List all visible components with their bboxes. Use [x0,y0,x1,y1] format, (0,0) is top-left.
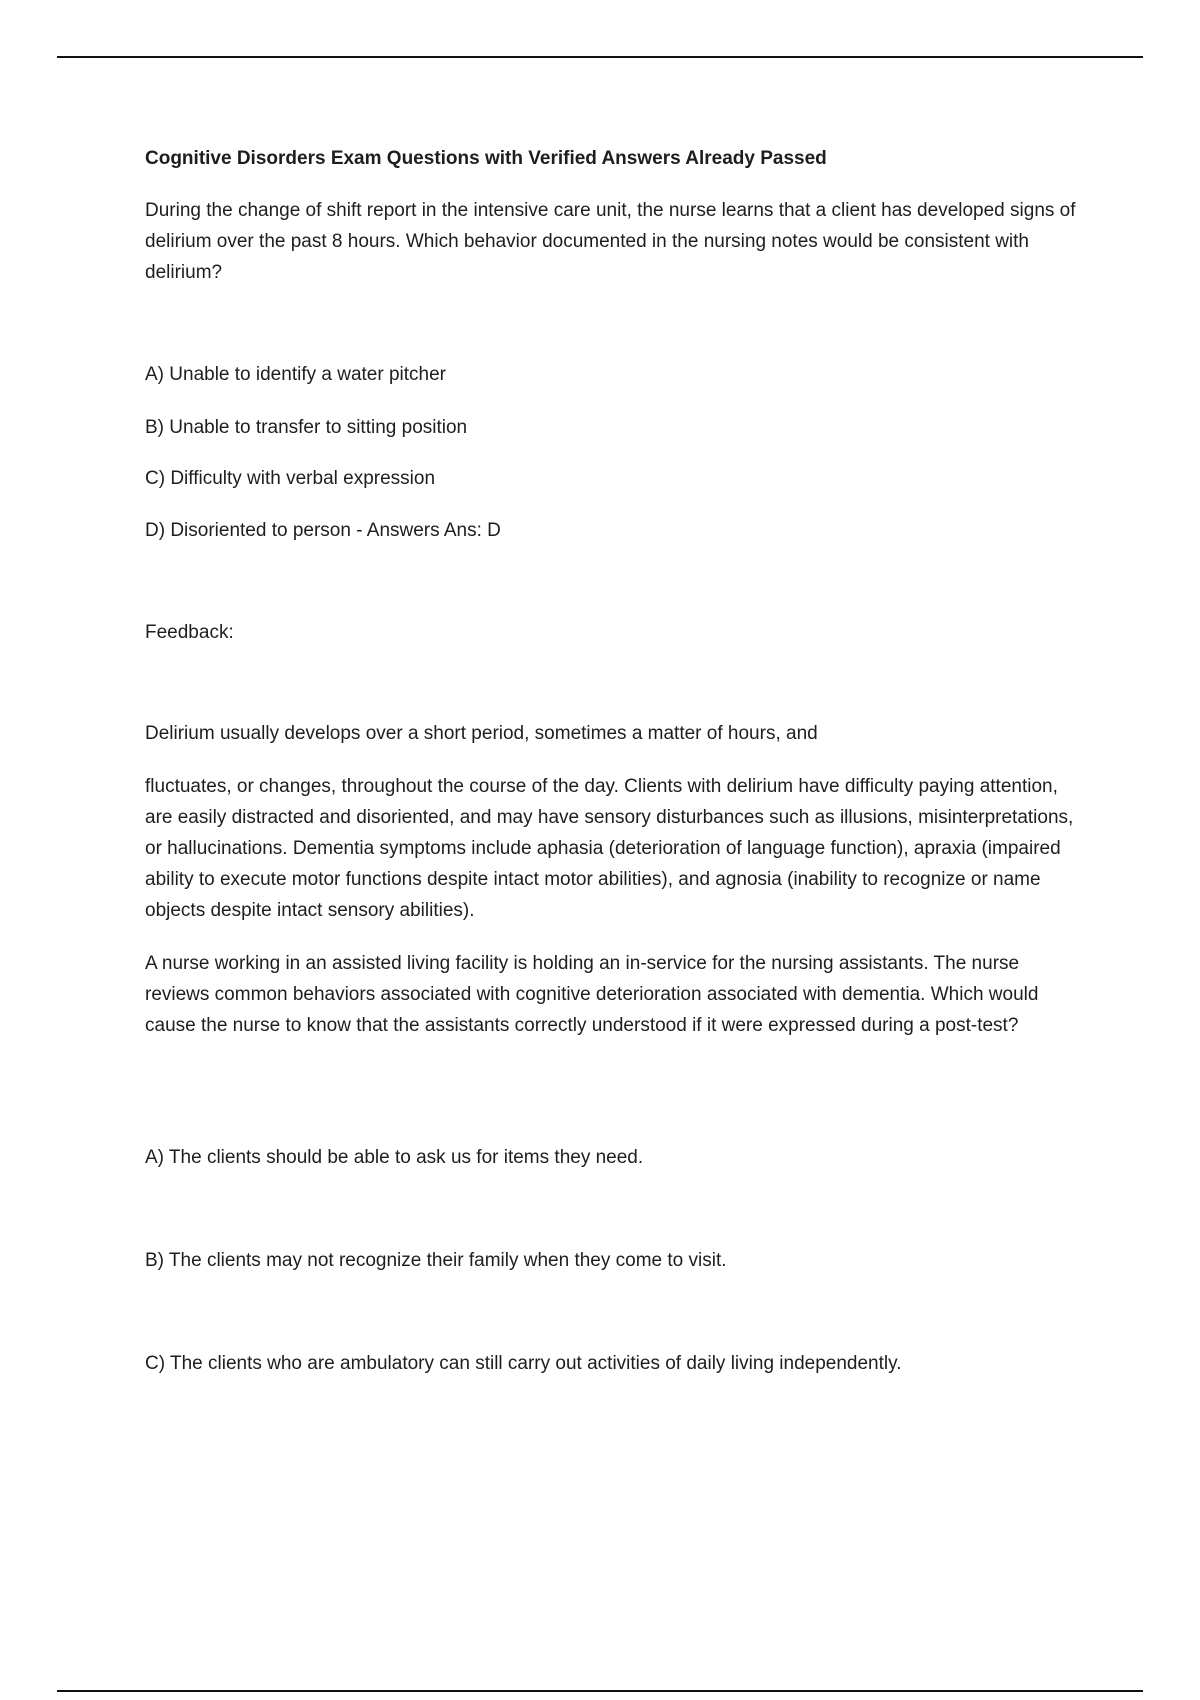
document-title: Cognitive Disorders Exam Questions with Verified Answers Already Passed [145,148,827,169]
question-2-option-b: B) The clients may not recognize their family when they come to visit. [145,1250,727,1271]
feedback-label: Feedback: [145,622,234,643]
question-2-option-a: A) The clients should be able to ask us for items they need. [145,1147,644,1168]
question-1-stem: During the change of shift report in the intensive care unit, the nurse learns that a client has developed signs of delirium over the past 8 hours. Which behavior documented in the nursing notes would be consistent with delirium? [145,200,1076,283]
question-2-stem: A nurse working in an assisted living facility is holding an in-service for the nursing assistants. The nurse reviews common behaviors associated with cognitive deterioration associated with dementia. Which would cause the nurse to know that the assistants correctly understood if it were expressed during a post-test? [145,953,1039,1036]
question-1-option-a: A) Unable to identify a water pitcher [145,364,446,385]
feedback-body: fluctuates, or changes, throughout the course of the day. Clients with delirium have difficulty paying attention, are easily distracted and disoriented, and may have sensory disturbances such as illusions, misinterpretations, or hallucinations. Dementia symptoms include aphasia (deterioration of language function), apraxia (impaired ability to execute motor functions despite intact motor abilities), and agnosia (inability to recognize or name objects despite intact sensory abilities). [145,776,1074,921]
header-rule [57,56,1143,58]
footer-rule [57,1690,1143,1692]
question-1-option-d-answer: D) Disoriented to person - Answers Ans: D [145,520,501,541]
question-1-option-b: B) Unable to transfer to sitting position [145,417,468,438]
feedback-first-line: Delirium usually develops over a short period, sometimes a matter of hours, and [145,723,818,744]
question-2-option-c: C) The clients who are ambulatory can still carry out activities of daily living independently. [145,1353,902,1374]
question-1-option-c: C) Difficulty with verbal expression [145,468,436,489]
